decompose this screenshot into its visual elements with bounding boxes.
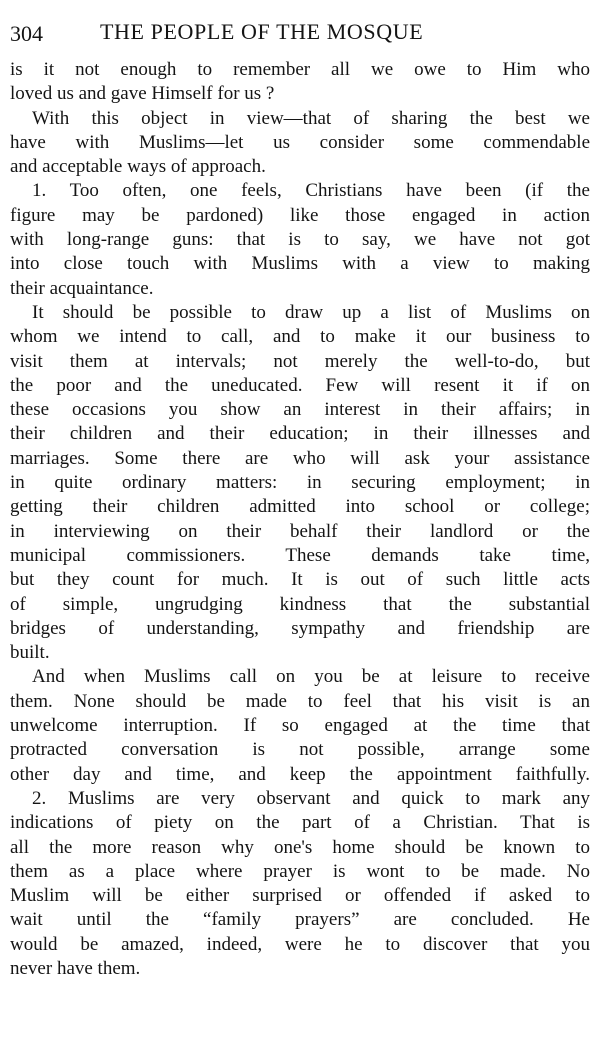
text-line: in quite ordinary matters: in securing employment; in [10, 472, 590, 494]
text-line: all the more reason why one's home should be known to [10, 836, 590, 858]
text-line: them. None should be made to feel that his visit is an [10, 690, 590, 712]
text-line: their acquaintance. [10, 277, 154, 299]
text-line: indications of piety on the part of a Christian. That is [10, 812, 590, 834]
text-line: unwelcome interruption. If so engaged at the time that [10, 715, 590, 737]
text-line: loved us and gave Himself for us ? [10, 83, 275, 105]
text-line: never have them. [10, 957, 141, 979]
text-line: the poor and the uneducated. Few will resent it if on [10, 374, 590, 396]
running-head: THE PEOPLE OF THE MOSQUE [100, 19, 424, 44]
text-line: into close touch with Muslims with a view to making [10, 253, 590, 275]
text-line: getting their children admitted into school or college; [10, 496, 590, 518]
text-line: them as a place where prayer is wont to be made. No [10, 860, 590, 882]
text-line: wait until the “family prayers” are concluded. He [10, 909, 590, 931]
text-line: with long-range guns: that is to say, we have not got [10, 229, 590, 251]
body-text [10, 58, 590, 981]
text-line: other day and time, and keep the appointment faithfully. [10, 763, 590, 785]
text-line: of simple, ungrudging kindness that the substantial [10, 593, 590, 615]
text-line: whom we intend to call, and to make it our business to [10, 326, 590, 348]
text-line: is it not enough to remember all we owe to Him who [10, 59, 590, 80]
paragraph-first-line: With this object in view—that of sharing the best we [32, 107, 590, 129]
paragraph-first-line: 2. Muslims are very observant and quick to mark any [32, 787, 590, 809]
text-line: their children and their education; in their illnesses and [10, 423, 590, 445]
text-line: protracted conversation is not possible, arrange some [10, 739, 590, 761]
paragraph-first-line: It should be possible to draw up a list of Muslims on [32, 301, 590, 323]
paragraph-first-line: 1. Too often, one feels, Christians have been (if the [32, 180, 590, 202]
text-line: visit them at intervals; not merely the well-to-do, but [10, 350, 590, 372]
page-number: 304 [10, 21, 43, 46]
text-line: and acceptable ways of approach. [10, 156, 266, 178]
text-line: figure may be pardoned) like those engaged in action [10, 204, 590, 226]
text-line: would be amazed, indeed, were he to discover that you [10, 933, 590, 955]
text-line: municipal commissioners. These demands take time, [10, 544, 590, 566]
text-line: Muslim will be either surprised or offended if asked to [10, 885, 590, 907]
text-line: bridges of understanding, sympathy and friendship are [10, 617, 590, 639]
text-line: marriages. Some there are who will ask your assistance [10, 447, 590, 469]
text-line: these occasions you show an interest in their affairs; in [10, 399, 590, 421]
text-line: built. [10, 642, 50, 664]
text-line: have with Muslims—let us consider some commendable [10, 131, 590, 153]
page-header [10, 14, 590, 50]
paragraph-first-line: And when Muslims call on you be at leisure to receive [32, 666, 590, 688]
text-line: but they count for much. It is out of such little acts [10, 569, 590, 591]
text-line: in interviewing on their behalf their landlord or the [10, 520, 590, 542]
